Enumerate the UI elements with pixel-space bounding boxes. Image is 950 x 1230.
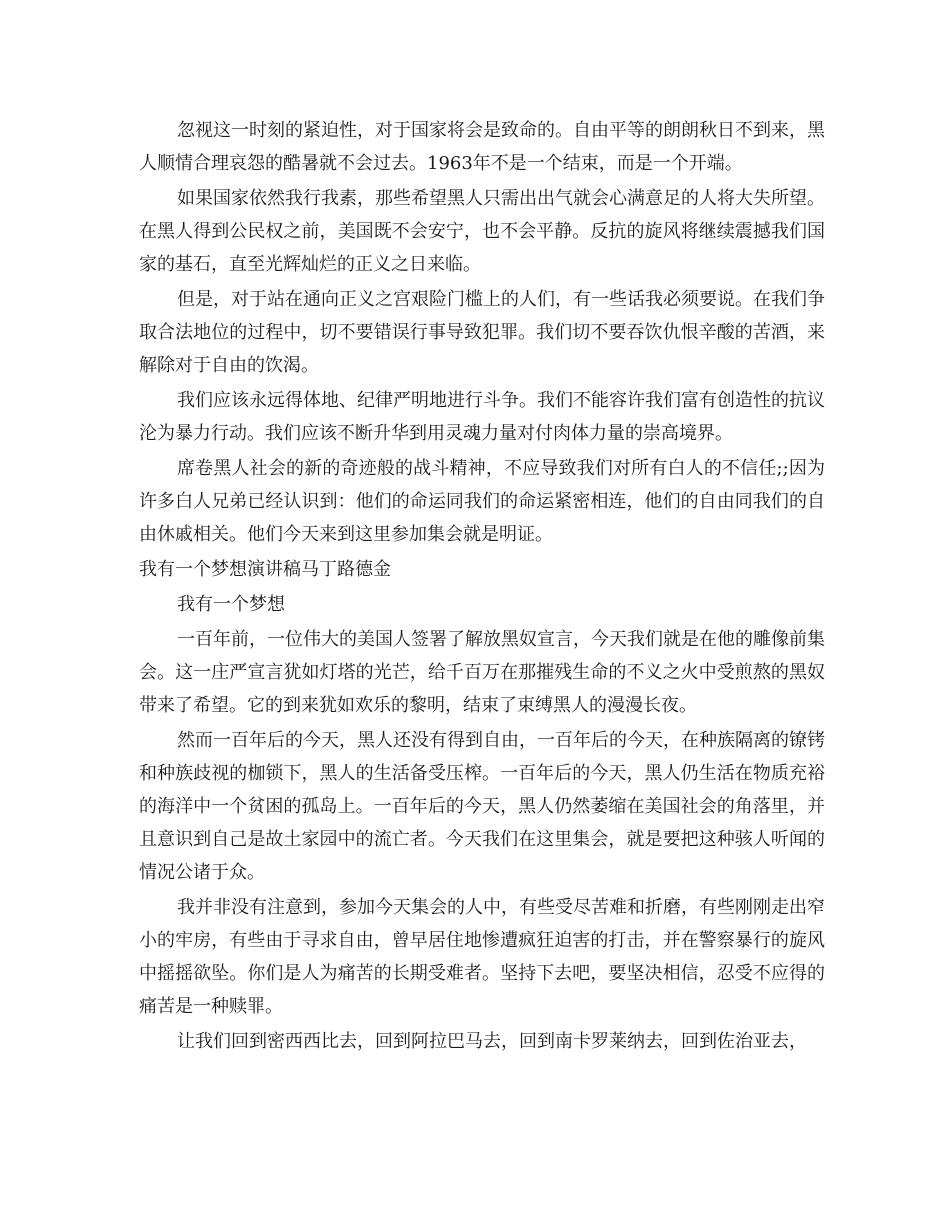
- speech-title: 我有一个梦想: [177, 594, 285, 615]
- paragraph-emancipation: 一百年前，一位伟大的美国人签署了解放黑奴宣言，今天我们就是在他的雕像前集会。这一庄严宣言犹如灯塔的光芒，给千百万在那摧残生命的不义之火中受煎熬的黑奴带来了希望。它的到来犹如欢乐的黎明，结束了束缚黑人的漫漫长夜。: [139, 629, 825, 716]
- paragraph-dignity-discipline: 我们应该永远得体地、纪律严明地进行斗争。我们不能容许我们富有创造性的抗议沦为暴力行动。我们应该不断升华到用灵魂力量对付肉体力量的崇高境界。: [139, 390, 825, 444]
- document-body: [139, 114, 825, 1060]
- paragraph-urgency: 忽视这一时刻的紧迫性，对于国家将会是致命的。自由平等的朗朗秋日不到来，黑人顺情合理哀怨的酷暑就不会过去。1963年不是一个结束，而是一个开端。: [139, 120, 825, 174]
- paragraph-go-back: 让我们回到密西西比去，回到阿拉巴马去，回到南卡罗莱纳去，回到佐治亚去，: [177, 1031, 807, 1052]
- section-title: 我有一个梦想演讲稿马丁路德金: [139, 559, 391, 580]
- paragraph-nation-continues: 如果国家依然我行我素，那些希望黑人只需出出气就会心满意足的人将大失所望。在黑人得到公民权之前，美国既不会安宁，也不会平静。反抗的旋风将继续震撼我们国家的基石，直至光辉灿烂的正义之日来临。: [139, 188, 825, 275]
- paragraph-one-hundred-years-later: 然而一百年后的今天，黑人还没有得到自由，一百年后的今天，在种族隔离的镣铐和种族歧视的枷锁下，黑人的生活备受压榨。一百年后的今天，黑人仍生活在物质充裕的海洋中一个贫困的孤岛上。一百年后的今天，黑人仍然萎缩在美国社会的角落里，并且意识到自己是故土家园中的流亡者。今天我们在这里集会，就是要把这种骇人听闻的情况公诸于众。: [139, 730, 825, 883]
- paragraph-trials-tribulations: 我并非没有注意到，参加今天集会的人中，有些受尽苦难和折磨，有些刚刚走出窄小的牢房，有些由于寻求自由，曾早居住地惨遭疯狂迫害的打击，并在警察暴行的旋风中摇摇欲坠。你们是人为痛苦的长期受难者。坚持下去吧，要坚决相信，忍受不应得的痛苦是一种赎罪。: [139, 897, 825, 1017]
- paragraph-white-brothers: 席卷黑人社会的新的奇迹般的战斗精神，不应导致我们对所有白人的不信任;;因为许多白人兄弟已经认识到：他们的命运同我们的命运紧密相连，他们的自由同我们的自由休戚相关。他们今天来到这里参加集会就是明证。: [139, 458, 825, 545]
- paragraph-threshold-of-justice: 但是，对于站在通向正义之宫艰险门槛上的人们，有一些话我必须要说。在我们争取合法地位的过程中，切不要错误行事导致犯罪。我们切不要吞饮仇恨辛酸的苦酒，来解除对于自由的饮渴。: [139, 289, 825, 376]
